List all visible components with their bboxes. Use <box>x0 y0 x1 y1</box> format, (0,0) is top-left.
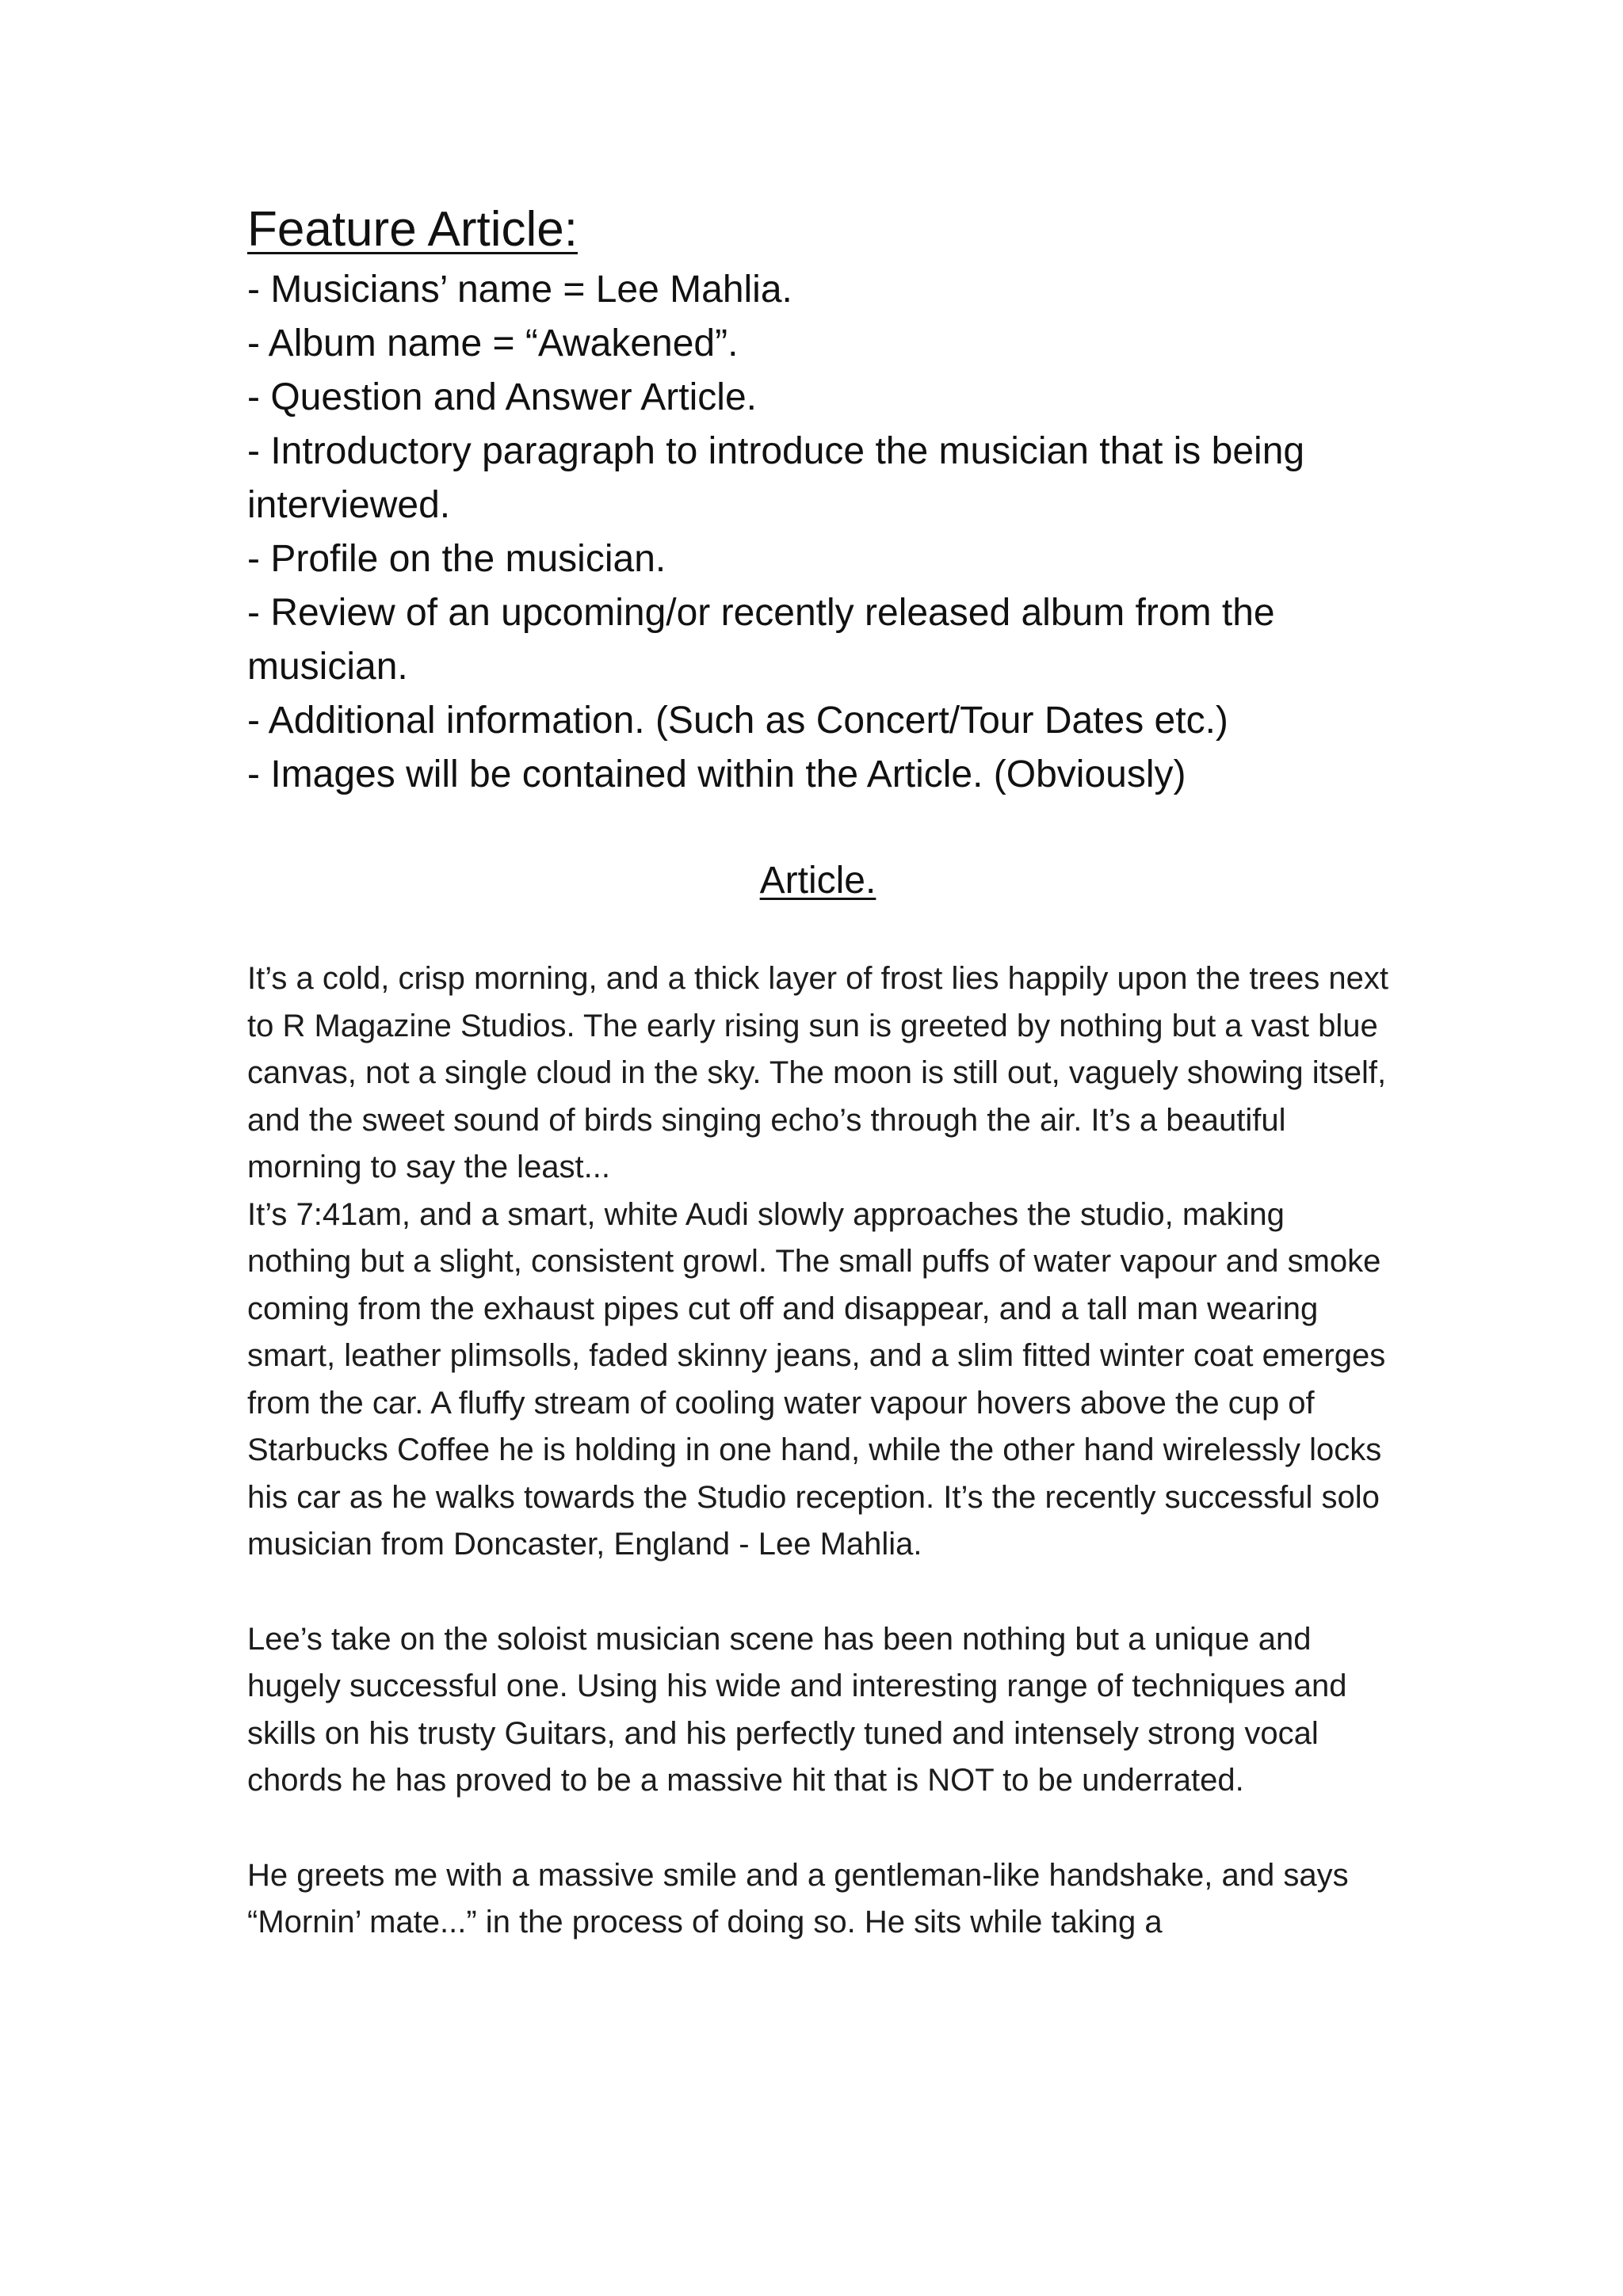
paragraph-spacer <box>247 1569 1388 1616</box>
list-item: - Album name = “Awakened”. <box>247 322 739 364</box>
list-item: - Question and Answer Article. <box>247 376 757 418</box>
paragraph: It’s a cold, crisp morning, and a thick layer of frost lies happily upon the trees next to R Magazine Studios. The early rising sun is greeted by nothing but a vast blue canvas, not a single cloud in the sky. The moon is still out, vaguely showing itself, and the sweet sound of birds singing echo’s through the air. It’s a beautiful morning to say the least... <box>247 961 1388 1184</box>
article-heading: Article. <box>759 860 876 902</box>
page-title: Feature Article: <box>247 202 578 257</box>
list-item: - Introductory paragraph to introduce the musician that is being interviewed. <box>247 430 1305 526</box>
paragraph: He greets me with a massive smile and a gentleman-like handshake, and says “Mornin’ mate...” in the process of doing so. He sits while taking a <box>247 1857 1349 1939</box>
list-item: - Additional information. (Such as Concert/Tour Dates etc.) <box>247 700 1228 742</box>
list-item: - Profile on the musician. <box>247 538 666 580</box>
list-item: - Images will be contained within the Article. (Obviously) <box>247 753 1186 795</box>
document-content <box>247 196 1388 1947</box>
article-body <box>247 955 1388 1947</box>
requirements-list <box>247 263 1388 802</box>
list-item: - Musicians’ name = Lee Mahlia. <box>247 269 792 311</box>
paragraph: It’s 7:41am, and a smart, white Audi slowly approaches the studio, making nothing but a slight, consistent growl. The small puffs of water vapour and smoke coming from the exhaust pipes cut off and disappear, and a tall man wearing smart, leather plimsolls, faded skinny jeans, and a slim fitted winter coat emerges from the car. A fluffy stream of cooling water vapour hovers above the cup of Starbucks Coffee he is holding in one hand, while the other hand wirelessly locks his car as he walks towards the Studio reception. It’s the recently successful solo musician from Doncaster, England - Lee Mahlia. <box>247 1196 1386 1562</box>
list-item: - Review of an upcoming/or recently released album from the musician. <box>247 592 1275 688</box>
paragraph-spacer <box>247 1805 1388 1852</box>
paragraph: Lee’s take on the soloist musician scene has been nothing but a unique and hugely successful one. Using his wide and interesting range of techniques and skills on his trusty Guitars, and his perfectly tuned and intensely strong vocal chords he has proved to be a massive hit that is NOT to be underrated. <box>247 1621 1347 1798</box>
